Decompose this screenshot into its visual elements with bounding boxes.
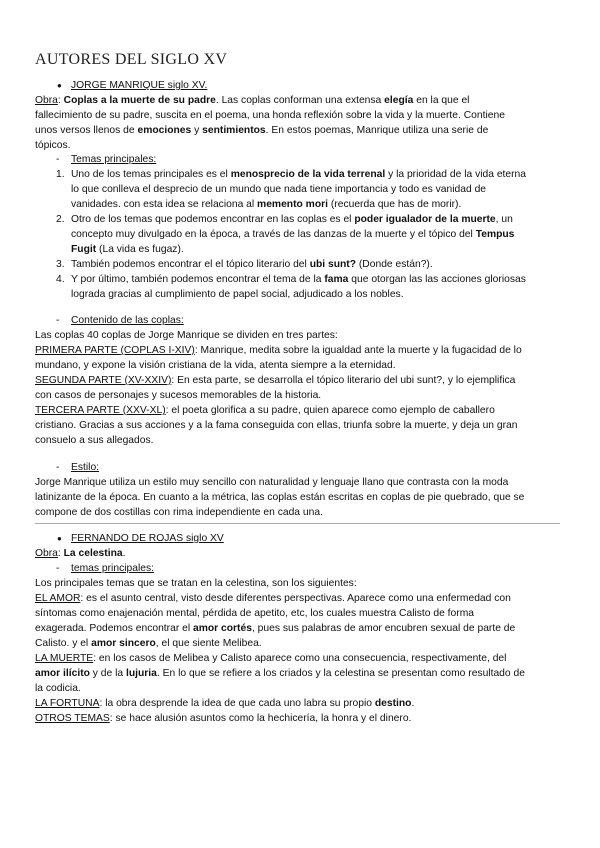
paragraph-line: Jorge Manrique utiliza un estilo muy sencillo con naturalidad y lenguaje llano que contrasta con la moda (35, 477, 509, 488)
list-item-line: Fugit (La vida es fugaz). (71, 244, 184, 255)
list-item-line: lograda gracias al cumplimiento de papel social, adjudicado a los nobles. (71, 289, 404, 300)
obra-label: Obra (35, 548, 58, 559)
bold-term: amor ilícito (35, 668, 90, 679)
theme-label: OTROS TEMAS (35, 713, 110, 724)
obra-label: Obra (35, 95, 58, 106)
theme-line: OTROS TEMAS: se hace alusión asuntos como la hechicería, la honra y el dinero. (35, 713, 412, 724)
bold-term: amor sincero (91, 638, 156, 649)
part-line: PRIMERA PARTE (COPLAS I-XIV): Manrique, medita sobre la igualdad ante la muerte y la fugacidad de lo (35, 345, 522, 356)
subheading-text: temas principales: (71, 563, 154, 574)
bullet-icon: ● (57, 534, 62, 543)
paragraph-line: compone de dos costillas con rima independiente en cada una. (35, 507, 323, 518)
list-item-line: concepto muy divulgado en la época, a través de las danzas de la muerte y el tópico del Tempus (71, 229, 515, 240)
theme-label: LA FORTUNA (35, 698, 100, 709)
list-item-line: Y por último, también podemos encontrar el tema de la fama que otorgan las las acciones gloriosas (71, 274, 526, 285)
subheading-text: Estilo: (71, 462, 100, 473)
paragraph-line: amor ilícito y de la lujuria. En lo que se refiere a los criados y la celestina se presentan como resultado de (35, 668, 525, 679)
list-number: 4. (56, 274, 65, 285)
part-label: TERCERA PARTE (XXV-XL) (35, 405, 166, 416)
paragraph-line: la codicia. (35, 683, 81, 694)
bullet-icon: ● (57, 81, 62, 90)
list-item-line: vanidades. con esta idea se relaciona al memento mori (recuerda que has de morir). (71, 199, 462, 210)
list-item-line: También podemos encontrar el el tópico literario del ubi sunt? (Donde están?). (71, 259, 433, 270)
list-number: 3. (56, 259, 65, 270)
paragraph-line: exagerada. Podemos encontrar el amor cortés, pues sus palabras de amor encubren sexual de parte de (35, 623, 516, 634)
paragraph-line: unos versos llenos de emociones y sentimientos. En estos poemas, Manrique utiliza una serie de (35, 125, 489, 136)
part-line: SEGUNDA PARTE (XV-XXIV): En esta parte, se desarrolla el tópico literario del ubi sunt?, y lo ejemplifica (35, 375, 516, 386)
paragraph-line: síntomas como enajenación mental, pérdida de apetito, etc, los cuales muestra Calisto de forma (35, 608, 474, 619)
author-heading: JORGE MANRIQUE siglo XV. (71, 80, 208, 91)
theme-label: EL AMOR (35, 593, 81, 604)
section-divider (35, 523, 560, 524)
section-heading-manrique (71, 78, 600, 93)
bold-term: sentimientos (202, 125, 266, 136)
subheading (71, 152, 571, 167)
subheading-text: Contenido de las coplas: (71, 315, 184, 326)
bold-term: memento mori (257, 199, 328, 210)
bold-term: Tempus (475, 229, 515, 240)
theme-line: EL AMOR: es el asunto central, visto desde diferentes perspectivas. Aparece como una enfermedad con (35, 593, 511, 604)
dash-icon: - (56, 154, 60, 165)
theme-line: LA FORTUNA: la obra desprende la idea de que cada uno labra su propio destino. (35, 698, 415, 709)
bold-term: emociones (137, 125, 192, 136)
paragraph-line: consuelo a sus allegados. (35, 435, 154, 446)
paragraph-line: cristiano. Gracias a sus acciones y a la fama conseguida con ellas, triunfa sobre la muerte, y deja un gran (35, 420, 518, 431)
list-item-line: Otro de los temas que podemos encontrar en las coplas es el poder igualador de la muerte, un (71, 214, 513, 225)
subheading (71, 561, 571, 576)
bold-term: fama (324, 274, 349, 285)
dash-icon: - (56, 462, 60, 473)
bold-term: menosprecio de la vida terrenal (230, 169, 386, 180)
bold-term: lujuria (126, 668, 157, 679)
bold-term: Fugit (71, 244, 97, 255)
bold-term: amor cortés (192, 623, 252, 634)
theme-line: LA MUERTE: en los casos de Melibea y Calisto aparece como una consecuencia, respectivamente, del (35, 653, 507, 664)
paragraph-line: Las coplas 40 coplas de Jorge Manrique se dividen en tres partes: (35, 330, 338, 341)
paragraph-line: Los principales temas que se tratan en la celestina, son los siguientes: (35, 578, 357, 589)
paragraph-line: latinizante de la época. En cuanto a la métrica, las coplas están escritas en coplas de pie quebrado, que se (35, 492, 525, 503)
obra-title: Coplas a la muerte de su padre (63, 95, 216, 106)
obra-line: Obra: La celestina. (35, 548, 126, 559)
bold-term: destino (374, 698, 412, 709)
subheading (71, 460, 571, 475)
paragraph-line: con casos de personajes y sucesos memorables de la historia. (35, 390, 322, 401)
paragraph-line: fallecimiento de su padre, suscita en el poema, una honda reflexión sobre la vida y la muerte. Contiene (35, 110, 505, 121)
part-line: TERCERA PARTE (XXV-XL): el poeta glorifica a su padre, quien aparece como ejemplo de caballero (35, 405, 495, 416)
dash-icon: - (56, 315, 60, 326)
list-number: 2. (56, 214, 65, 225)
dash-icon: - (56, 563, 60, 574)
list-number: 1. (56, 169, 65, 180)
part-label: SEGUNDA PARTE (XV-XXIV) (35, 375, 172, 386)
subheading (71, 313, 571, 328)
part-label: PRIMERA PARTE (COPLAS I-XIV) (35, 345, 195, 356)
obra-title: La celestina (63, 548, 123, 559)
page-title: AUTORES DEL SIGLO XV (35, 51, 228, 68)
obra-line: Obra: Coplas a la muerte de su padre. Las coplas conforman una extensa elegía en la que el (35, 95, 470, 106)
theme-label: LA MUERTE (35, 653, 94, 664)
list-item-line: lo que conlleva el desprecio de un mundo que nada tiene importancia y todo es vanidad de (71, 184, 487, 195)
bold-term: elegía (384, 95, 414, 106)
list-item-line: Uno de los temas principales es el menosprecio de la vida terrenal y la prioridad de la vida eterna (71, 169, 527, 180)
subheading-text: Temas principales: (71, 154, 157, 165)
bold-term: ubi sunt? (309, 259, 357, 270)
author-heading: FERNANDO DE ROJAS siglo XV (71, 533, 224, 544)
paragraph-line: tópicos. (35, 140, 71, 151)
section-heading-rojas (71, 531, 600, 546)
paragraph-line: mundano, y expone la visión cristiana de la vida, atenta siempre a la eternidad. (35, 360, 396, 371)
paragraph-line: Calisto. y el amor sincero, el que siente Melibea. (35, 638, 262, 649)
bold-term: poder igualador de la muerte (354, 214, 496, 225)
